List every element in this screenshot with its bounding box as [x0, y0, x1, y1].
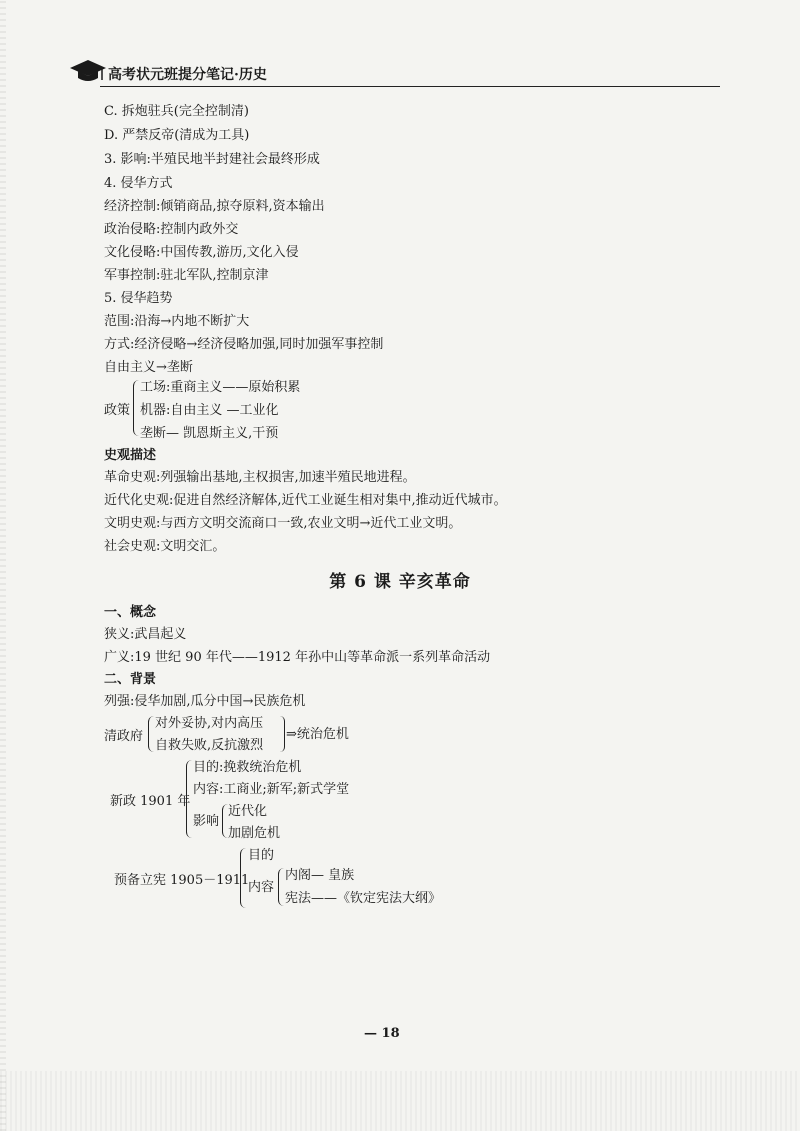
new-policy-label: 新政 1901 年 — [110, 794, 191, 809]
page-number: — 18 — [364, 1026, 400, 1041]
new-policy-brace — [186, 760, 193, 838]
const-item: 内阁— 皇族 — [285, 868, 355, 883]
item-5: 5. 侵华趋势 — [104, 291, 173, 306]
qing-label: 清政府 — [104, 729, 144, 744]
history-view-line: 社会史观:文明交汇。 — [104, 539, 226, 554]
np-effect: 近代化 — [228, 804, 268, 819]
method-line: 方式:经济侵略→经济侵略加强,同时加强军事控制 — [104, 337, 384, 352]
narrow-line: 狭义:武昌起义 — [104, 627, 187, 642]
scope-line: 范围:沿海→内地不断扩大 — [104, 314, 250, 329]
poli-line: 政治侵略:控制内政外交 — [104, 222, 239, 237]
qing-brace — [148, 716, 155, 752]
mil-line: 军事控制:驻北军队,控制京津 — [104, 268, 269, 283]
history-view-line: 革命史观:列强输出基地,主权损害,加速半殖民地进程。 — [104, 470, 416, 485]
liberal-line: 自由主义→垄断 — [104, 360, 193, 375]
section1-title: 一、概念 — [104, 605, 157, 620]
qing-item: 对外妥协,对内高压 — [155, 716, 264, 731]
np-effect-label: 影响 — [193, 814, 220, 829]
policy-item: 垄断— 凯恩斯主义,干预 — [140, 426, 279, 441]
item-d: D. 严禁反帝(清成为工具) — [104, 128, 250, 143]
const-item: 宪法——《钦定宪法大纲》 — [285, 891, 442, 906]
policy-brace — [133, 380, 140, 436]
history-view-line: 近代化史观:促进自然经济解体,近代工业诞生相对集中,推动近代城市。 — [104, 493, 507, 508]
scan-noise — [0, 1071, 800, 1131]
cult-line: 文化侵略:中国传教,游历,文化入侵 — [104, 245, 299, 260]
qing-result: ⇒统治危机 — [286, 727, 349, 742]
np-effect: 加剧危机 — [228, 826, 281, 841]
powers-line: 列强:侵华加剧,瓜分中国→民族危机 — [104, 694, 306, 709]
np-content: 内容:工商业;新军;新式学堂 — [193, 782, 350, 797]
lesson-title: 第 6 课 辛亥革命 — [329, 572, 471, 592]
policy-label: 政策 — [104, 403, 131, 418]
item-4: 4. 侵华方式 — [104, 176, 173, 191]
constitution-brace — [240, 848, 247, 908]
const-goal: 目的 — [248, 848, 275, 863]
policy-item: 机器:自由主义 —工业化 — [140, 403, 279, 418]
graduation-cap-icon — [68, 58, 108, 84]
constitution-label: 预备立宪 1905－1911 — [114, 873, 250, 888]
scan-edge — [0, 0, 6, 1131]
broad-line: 广义:19 世纪 90 年代——1912 年孙中山等革命派一系列革命活动 — [104, 650, 491, 665]
history-view-title: 史观描述 — [104, 448, 157, 463]
item-c: C. 拆炮驻兵(完全控制清) — [104, 104, 249, 119]
qing-close-brace — [280, 716, 285, 752]
econ-line: 经济控制:倾销商品,掠夺原料,资本输出 — [104, 199, 325, 214]
policy-item: 工场:重商主义——原始积累 — [140, 380, 301, 395]
item-3: 3. 影响:半殖民地半封建社会最终形成 — [104, 152, 320, 167]
header-title: 高考状元班提分笔记·历史 — [108, 67, 267, 83]
const-content-brace — [278, 868, 284, 906]
const-content-label: 内容 — [248, 880, 275, 895]
section2-title: 二、背景 — [104, 672, 157, 687]
qing-item: 自救失败,反抗激烈 — [155, 738, 264, 753]
np-goal: 目的:挽救统治危机 — [193, 760, 302, 775]
header-rule — [100, 86, 720, 87]
history-view-line: 文明史观:与西方文明交流商口一致,农业文明→近代工业文明。 — [104, 516, 462, 531]
